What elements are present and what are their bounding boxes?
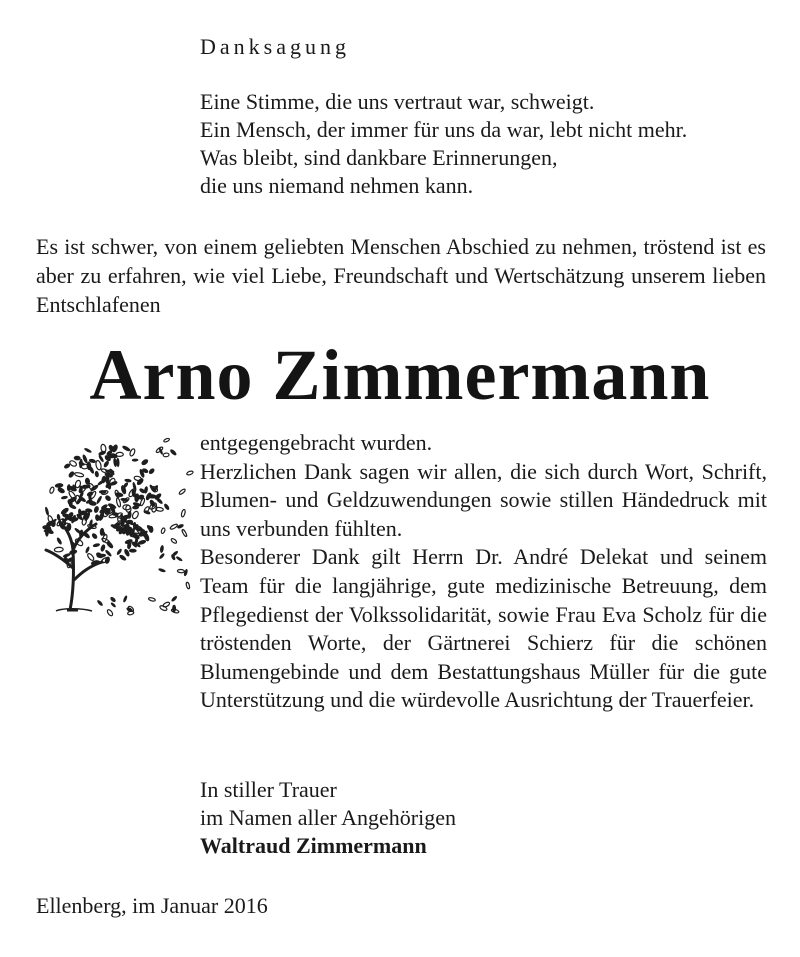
closing-block bbox=[200, 776, 760, 860]
poem-line: Was bleibt, sind dankbare Erinnerungen, bbox=[200, 145, 558, 170]
notice-heading: Danksagung bbox=[200, 34, 350, 59]
thanks-text bbox=[200, 429, 767, 715]
thanks-paragraph: Besonderer Dank gilt Herrn Dr. André Delekat und seinem Team für die langjährige, gute medizinische Betreuung, dem Pflegedienst der Volkssolidarität, sowie Frau Eva Scholz für die tröstenden Worte, der Gärtnerei Schierz für die schönen Blumengebinde und dem Bestattungshaus Müller für die gute Unterstützung und die würdevolle Ausrichtung der Trauerfeier. bbox=[200, 544, 767, 713]
thanks-paragraph: entgegengebracht wurden. bbox=[200, 430, 433, 455]
deceased-name: Arno Zimmermann bbox=[89, 335, 711, 415]
poem-line: die uns niemand nehmen kann. bbox=[200, 173, 474, 198]
poem-line: Eine Stimme, die uns vertraut war, schweigt. bbox=[200, 89, 595, 114]
closing-line: im Namen aller Angehörigen bbox=[200, 805, 456, 830]
closing-line: In stiller Trauer bbox=[200, 777, 337, 802]
tree-with-falling-leaves-icon bbox=[30, 430, 195, 620]
signer-name: Waltraud Zimmermann bbox=[200, 833, 427, 858]
thanks-paragraph: Herzlichen Dank sagen wir allen, die sich durch Wort, Schrift, Blumen- und Geldzuwendungen sowie stillen Händedruck mit uns verbunden fühlten. bbox=[200, 458, 767, 541]
intro-paragraph: Es ist schwer, von einem geliebten Menschen Abschied zu nehmen, tröstend ist es aber zu erfahren, wie viel Liebe, Freundschaft und Wertschätzung unserem lieben Entschlafenen bbox=[36, 234, 766, 317]
poem-line: Ein Mensch, der immer für uns da war, lebt nicht mehr. bbox=[200, 117, 688, 142]
place-date: Ellenberg, im Januar 2016 bbox=[36, 893, 268, 918]
memorial-poem bbox=[200, 88, 790, 200]
